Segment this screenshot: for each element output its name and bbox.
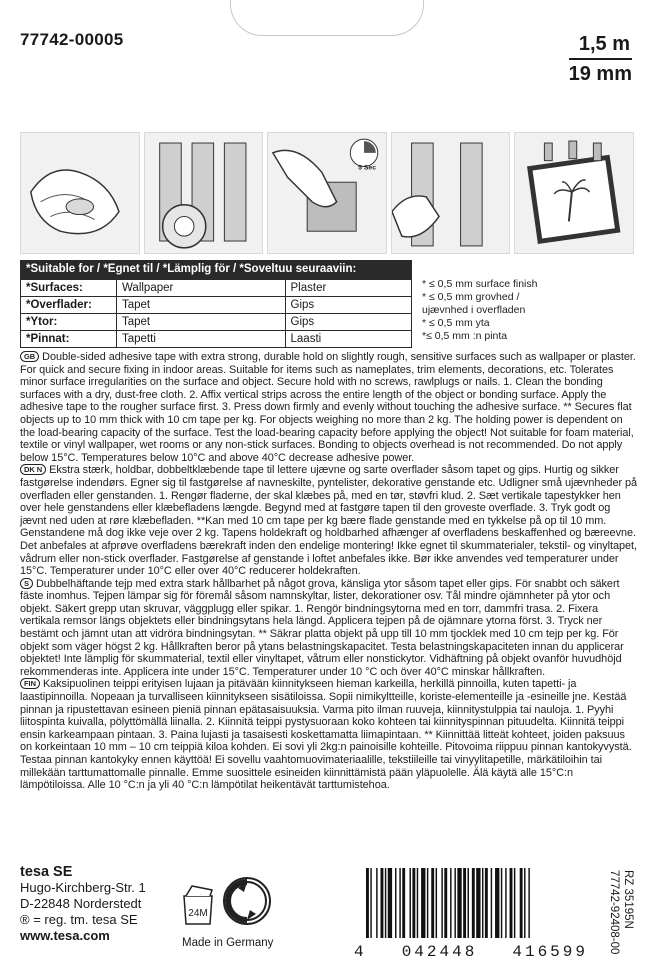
barcode-bar (491, 868, 492, 938)
barcode-digit-group: 416599 (512, 943, 588, 961)
table-cell: Tapet (117, 314, 286, 331)
step-affix-illustration (144, 132, 264, 254)
barcode-bar (457, 868, 461, 938)
barcode-bar (431, 868, 434, 938)
barcode-digit-group: 042448 (401, 943, 478, 961)
pao-icon (178, 880, 218, 928)
barcode-bar (514, 868, 515, 938)
barcode-bar (510, 868, 513, 938)
table-cell: Plaster (285, 280, 411, 297)
barcode-bar (482, 868, 483, 938)
surface-notes (422, 278, 537, 343)
barcode-bar (381, 868, 384, 938)
barcode-bar (468, 868, 469, 938)
barcode-bar (410, 868, 411, 938)
table-row (21, 314, 412, 331)
company-reg: ® = reg. tm. tesa SE (20, 912, 138, 927)
surfaces-table (20, 260, 412, 348)
table-cell: *Ytor: (21, 314, 117, 331)
barcode-bar (427, 868, 428, 938)
text-block-dk (20, 464, 638, 577)
barcode-bar (412, 868, 415, 938)
note-line: ujævnhed i overfladen (422, 304, 526, 316)
barcode-digits (352, 943, 590, 961)
company-city: D-22848 Norderstedt (20, 896, 142, 911)
article-number: 77742-00005 (20, 30, 124, 49)
table-cell: Gips (285, 297, 411, 314)
tape-roll-icon (145, 133, 263, 253)
lang-badge: DK N (20, 464, 46, 475)
lang-badge: S (20, 578, 33, 589)
barcode-bars (352, 868, 590, 938)
print-codes (606, 870, 646, 960)
barcode-bar (476, 868, 480, 938)
text-block-fin (20, 678, 638, 791)
pao-label: 24M (188, 908, 208, 919)
barcode-bar (485, 868, 488, 938)
picture-frame-icon (515, 133, 633, 253)
table-row (21, 331, 412, 348)
barcode-bar (444, 868, 447, 938)
note-line: * ≤ 0,5 mm grovhed / (422, 291, 520, 303)
barcode-bar (366, 868, 369, 938)
barcode-bar (388, 868, 392, 938)
barcode-bar (421, 868, 425, 938)
company-name: tesa SE (20, 864, 73, 880)
barcode-bar (495, 868, 499, 938)
table-cell: Tapetti (117, 331, 286, 348)
barcode-bar (376, 868, 377, 938)
barcode-bar (436, 868, 437, 938)
company-address (20, 864, 146, 944)
text-body: Ekstra stærk, holdbar, dobbeltklæbende tape til lettere ujævne og sarte overflader såsom tapet og gips. Hurtig og sikker fastgørelse indendørs. Egner sig til fastgørelse af navneskilte, pyntelister, dekorative genstande etc. Udligner små ujævnheder på overfladen eller genstanden. 1. Rengør fladerne, der skal klæbes på, med en tør, støvfri klud. 2. Sæt vertikale tapestykker hen over hele genstandens eller klæbefladens længde. Begynd med at fastgøre tapen til den groveste overflade. 3. Tryk godt og jævnt ned uden at røre klæbefladen. **Kan med 10 cm tape per kg bære flade genstande med en tykkelse på op til 10 mm. Genstandene må dog ikke veje over 2 kg. Tapens holdekraft og holdbarhed afhænger af overfladens beskaffenhed og bæreevne. Det anbefales at afprøve overfladens bærekraft inden den endelige montering! Ikke egnet til skummaterialer, tekstil- og vinyltapet, vådrum eller non-stick overflader. Fastgørelse af genstande i loftet anbefales ikke. Bør ikke anvendes ved temperaturer under 15°C. Temperaturer under 10°C eller over 40°C reducerer holdekraften. (20, 464, 638, 578)
tape-length: 1,5 m (569, 30, 632, 60)
text-block-gb (20, 351, 638, 464)
green-dot-icon (222, 876, 272, 926)
barcode-digit-group: 4 (354, 943, 367, 961)
made-in: Made in Germany (182, 937, 274, 949)
barcode-bar (520, 868, 523, 938)
table-cell: Tapet (117, 297, 286, 314)
barcode-bar (528, 868, 529, 938)
table-cell: Gips (285, 314, 411, 331)
text-body: Double-sided adhesive tape with extra strong, durable hold on slightly rough, sensitive surfaces such as wallpaper or plaster. For quick and secure fixing in indoor areas. Suitable for items such as nameplates, trim elements, decorations, etc. Tolerates minor surface irregularities on the surface and object. Secure hold with no screws, rawlplugs or nails. 1. Clean the bonding surfaces with a dry, dust-free cloth. 2. Affix vertical strips across the entire length of the object or bonding surface. Apply the adhesive tape to the rougher surface first. 3. Press down firmly and evenly without touching the adhesive surface. ** Secures flat objects up to 10 mm thick with 10 cm tape per kg. For objects weighing no more than 2 kg. The holding power is dependent on the load-bearing capacity of the surface. Test the load-bearing capacity before applying the object! Not suitable for foam material, textile or vinyl wallpaper, wet rooms or any non-stick surfaces. Bonding to objects overhead is not recommended. Do not apply below 15°C. Temperatures below 10°C and above 40°C decrease adhesive power. (20, 351, 636, 464)
tape-width: 19 mm (568, 63, 632, 85)
barcode-bar (417, 868, 418, 938)
barcode-bar (441, 868, 442, 938)
text-body: Dubbelhäftande tejp med extra stark hållbarhet på något grova, känsliga ytor såsom tapet eller gips. För snabbt och säkert fäste inomhus. Tejpen lämpar sig för föremål såsom namnskyltar, lister, dekorationer osv. Tål mindre ojämnheter på ytor och objekt. Säkert grepp utan skruvar, väggplugg eller spikar. 1. Rengör bindningsytorna med en torr, dammfri trasa. 2. Fixera vertikala remsor längs objektets eller bindningsytans hela längd. Applicera tejpen på de ojämnare ytorna först. 3. Tryck ner bestämt och jämnt utan att vidröra bindningsytan. ** Säkrar platta objekt på upp till 10 mm tjocklek med 10 cm tejp per kg. För objekt som väger högst 2 kg. Hållkraften beror på ytans belastningskapacitet. Testa belastningskapaciteten innan du applicerar objektet! Inte lämplig för skummaterial, textil eller vinyltapet, våtrum eller nonstickytor. Vidhäftning på objekt ovanför huvudhöjd rekommenderas inte. Applicera inte under 15°C. Temperaturer under 10 °C och över 40°C minskar hållkraften. (20, 577, 624, 678)
ean-barcode (352, 868, 590, 961)
step-press-illustration (267, 132, 387, 254)
surfaces-title: *Suitable for / *Egnet til / *Lämplig för / *Soveltuu seuraaviin: (20, 260, 412, 279)
barcode-bar (395, 868, 396, 938)
print-code-1: 77742-92408-00 (608, 870, 620, 955)
table-row (21, 297, 412, 314)
dimensions (569, 30, 632, 88)
note-line: * ≤ 0,5 mm yta (422, 317, 490, 329)
barcode-bar (385, 868, 386, 938)
note-line: *≤ 0,5 mm :n pinta (422, 330, 508, 342)
barcode-bar (450, 868, 451, 938)
table-cell: *Pinnat: (21, 331, 117, 348)
table-cell: Wallpaper (117, 280, 286, 297)
print-code-2: RZ 35195N (622, 870, 634, 929)
timer-label: 5 Sec (358, 164, 377, 172)
lang-badge: FIN (20, 678, 40, 689)
barcode-bar (370, 868, 371, 938)
barcode-bar (454, 868, 455, 938)
table-cell: Laasti (285, 331, 411, 348)
barcode-bar (402, 868, 405, 938)
barcode-bar (505, 868, 506, 938)
table-cell: *Overflader: (21, 297, 117, 314)
press-hand-icon (268, 133, 386, 253)
company-street: Hugo-Kirchberg-Str. 1 (20, 880, 146, 895)
note-line: * ≤ 0,5 mm surface finish (422, 278, 538, 290)
hang-hole (230, 0, 424, 36)
company-web: www.tesa.com (20, 928, 110, 943)
apply-strip-icon (392, 133, 510, 253)
text-block-s (20, 578, 638, 679)
instruction-steps (20, 132, 634, 254)
barcode-bar (399, 868, 400, 938)
text-body: Kaksipuolinen teippi erityisen lujaan ja pitävään kiinnitykseen hieman karkeilla, herkillä pinnoilla, kuten tapetti- ja laastipinnoilla. Nopeaan ja turvalliseen kiinnitykseen sisätiloissa. Sopii nimikyltteille, koriste-elementeille ja -esineille jne. Kestää pinnan ja ripustettavan esineen pieniä pinnan epätasaisuuksia. Varma pito ilman ruuveja, kiinnitystulppia tai nauloja. 1. Pyyhi liitospinta kuivalla, pölyttömällä liinalla. 2. Kiinnitä teippi pystysuoraan koko kohteen tai kiinnityspinnan pituudelta. Kiinnitä teippi ensin karkeampaan pintaan. 3. Paina lujasti ja tasaisesti koskettamatta liimapintaan. ** Kiinnittää litteät kohteet, joiden paksuus on korkeintaan 10 mm – 10 cm teippiä kiloa kohden. Ei sovi yli 2kg:n painoisille kohteille. Pitovoima riippuu pinnan kantokyvystä. Testaa pinnan kantokyky ennen käyttöä! Ei sovellu vaahtomuovimateriaalille, tekstiileille tai vinyylitapetille, märkätiloihin tai millekään tarttumattomalle pinnalle. Emme suosittele esineiden kiinnittämistä pään yläpuolelle. Älä käytä alle 15°C:n lämpötiloissa. Alle 10 °C:n ja yli 40 °C:n lämpötilat heikentävät tarttumistehoa. (20, 678, 632, 792)
instructions-text (20, 351, 638, 792)
step-clean-illustration (20, 132, 140, 254)
wipe-cloth-icon (21, 133, 139, 253)
step-result-illustration (514, 132, 634, 254)
barcode-bar (472, 868, 475, 938)
barcode-bar (524, 868, 525, 938)
barcode-bar (501, 868, 502, 938)
barcode-bar (463, 868, 466, 938)
step-apply-illustration (391, 132, 511, 254)
lang-badge: GB (20, 351, 39, 362)
table-row (21, 280, 412, 297)
table-cell: *Surfaces: (21, 280, 117, 297)
